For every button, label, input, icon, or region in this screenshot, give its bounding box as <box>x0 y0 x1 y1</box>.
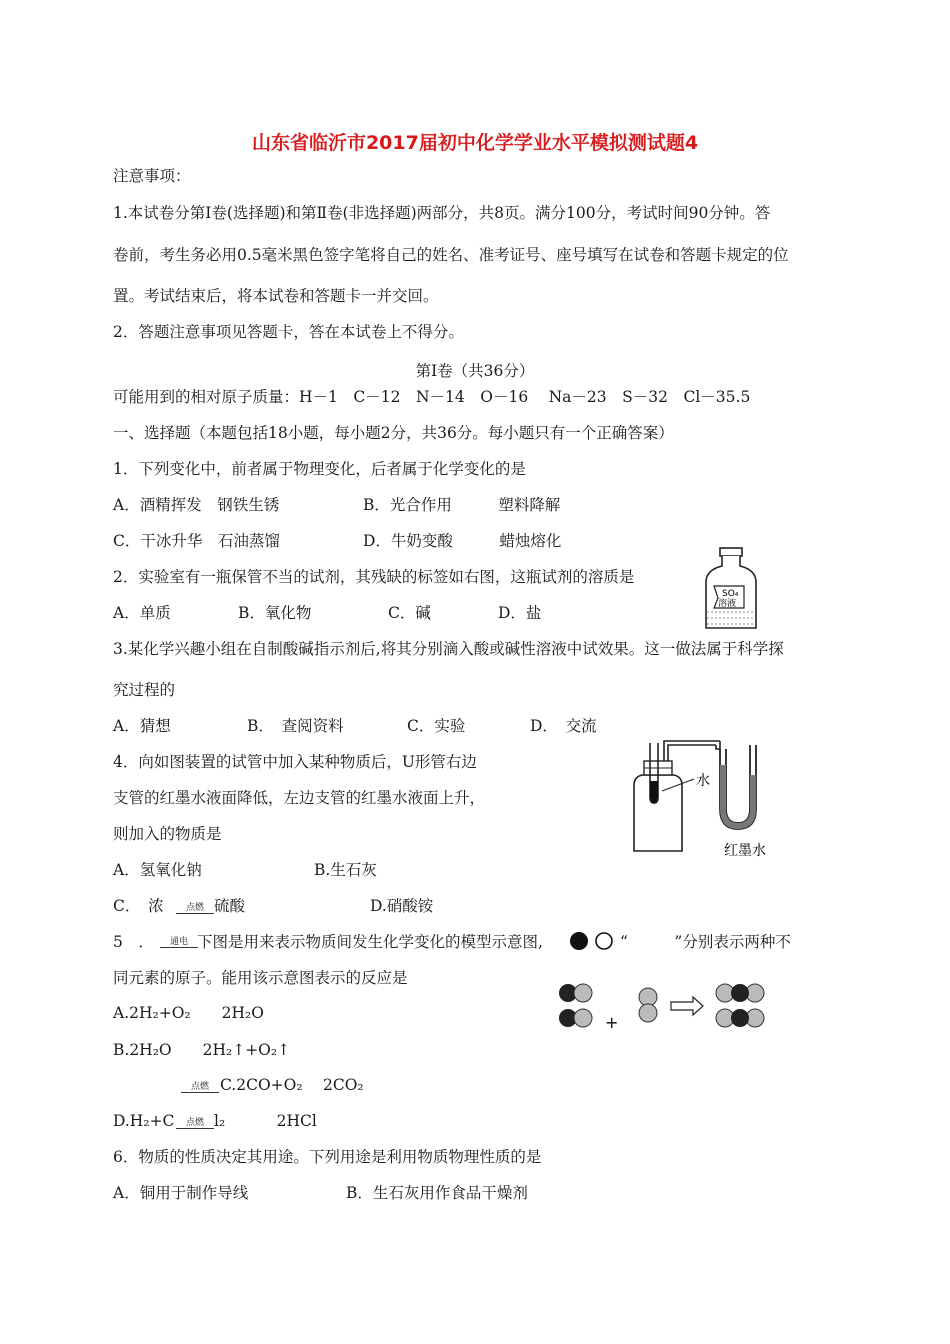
reaction-plus-sign: + <box>605 1013 619 1032</box>
notice-line-1c: 置。考试结束后，将本试卷和答题卡一并交回。 <box>113 287 439 305</box>
q4-ignite-condition: 点燃 <box>176 903 214 914</box>
section-title: 第Ⅰ卷（共36分） <box>415 362 535 380</box>
q3-option-c: C．实验 <box>407 717 466 735</box>
bottle-label-top: SO₄ <box>722 589 739 599</box>
q6-stem: 6．物质的性质决定其用途。下列用途是利用物质物理性质的是 <box>113 1148 542 1166</box>
q1-option-b: B．光合作用 塑料降解 <box>363 496 561 514</box>
q3-option-d: D． 交流 <box>530 717 597 735</box>
q1-stem: 1．下列变化中，前者属于物理变化，后者属于化学变化的是 <box>113 460 526 478</box>
q2-option-d: D．盐 <box>498 604 542 622</box>
reagent-bottle-figure <box>700 546 762 632</box>
q5-number: 5 ． <box>113 933 154 951</box>
q4-option-c: C． 浓 <box>113 897 164 915</box>
q5-option-d-tail: l₂ 2HCl <box>214 1112 317 1130</box>
q2-option-a: A．单质 <box>113 604 171 622</box>
q1-option-a: A．酒精挥发 钢铁生锈 <box>113 496 280 514</box>
q3-option-a: A．猜想 <box>113 717 171 735</box>
q5-stem-b: 同元素的原子。能用该示意图表示的反应是 <box>113 969 408 987</box>
notice-line-1b: 卷前，考生务必用0.5毫米黑色签字笔将自己的姓名、准考证号、座号填写在试卷和答题卡规定的位 <box>113 246 789 264</box>
q5-electric-condition: 通电 <box>160 937 198 948</box>
q6-option-b: B．生石灰用作食品干燥剂 <box>346 1184 528 1202</box>
page-title: 山东省临沂市2017届初中化学学业水平模拟测试题4 <box>251 132 699 154</box>
notice-line-1a: 1.本试卷分第Ⅰ卷(选择题)和第Ⅱ卷(非选择题)两部分，共8页。满分100分，考试时间90分钟。答 <box>113 204 771 222</box>
red-ink-label: 红墨水 <box>724 843 766 859</box>
q1-option-c: C．干冰升华 石油蒸馏 <box>113 532 280 550</box>
q5-option-d: D.H₂+C <box>113 1112 175 1130</box>
bottle-label-bottom: 溶液 <box>718 599 737 609</box>
atomic-mass-line: 可能用到的相对原子质量：H－1 C－12 N－14 O－16 Na－23 S－32 Cl－35.5 <box>113 388 751 406</box>
q6-option-a: A．铜用于制作导线 <box>113 1184 249 1202</box>
q5-option-b: B.2H₂O 2H₂↑+O₂↑ <box>113 1041 291 1059</box>
q5-option-d-condition: 点燃 <box>176 1118 214 1129</box>
q4-stem-c: 则加入的物质是 <box>113 825 222 843</box>
section-instructions: 一、选择题（本题包括18小题，每小题2分，共36分。每小题只有一个正确答案） <box>113 424 674 442</box>
q5-stem-a: 下图是用来表示物质间发生化学变化的模型示意图, <box>197 933 543 951</box>
q2-option-c: C．碱 <box>388 604 431 622</box>
atom-legend-icons <box>566 928 616 954</box>
reaction-model-figure <box>555 980 770 1032</box>
q4-stem-a: 4．向如图装置的试管中加入某种物质后，U形管右边 <box>113 753 477 771</box>
notice-line-2: 2．答题注意事项见答题卡，答在本试卷上不得分。 <box>113 323 464 341</box>
q5-stem-a3: “ ”分别表示两种不 <box>620 933 791 951</box>
q4-stem-b: 支管的红墨水液面降低，左边支管的红墨水液面上升， <box>113 789 486 807</box>
q5-option-a: A.2H₂+O₂ 2H₂O <box>113 1004 264 1022</box>
q3-stem-a: 3.某化学兴趣小组在自制酸碱指示剂后,将其分别滴入酸或碱性溶液中试效果。这一做法属于科学探 <box>113 640 784 658</box>
q4-option-c-tail: 硫酸 <box>214 897 246 915</box>
q3-option-b: B． 查阅资料 <box>247 717 344 735</box>
q3-stem-b: 究过程的 <box>113 681 176 699</box>
q4-option-a: A．氢氧化钠 <box>113 861 202 879</box>
u-tube-apparatus-figure <box>628 735 788 860</box>
q5-option-c-condition: 点燃 <box>181 1082 219 1093</box>
q2-stem: 2．实验室有一瓶保管不当的试剂，其残缺的标签如右图，这瓶试剂的溶质是 <box>113 568 635 586</box>
notice-heading: 注意事项： <box>113 167 191 185</box>
q4-option-b: B.生石灰 <box>314 861 377 879</box>
q4-option-d: D.硝酸铵 <box>370 897 434 915</box>
q2-option-b: B．氧化物 <box>238 604 312 622</box>
water-label: 水 <box>696 773 710 789</box>
q5-option-c: C.2CO+O₂ 2CO₂ <box>220 1076 364 1094</box>
q1-option-d: D．牛奶变酸 蜡烛熔化 <box>363 532 562 550</box>
